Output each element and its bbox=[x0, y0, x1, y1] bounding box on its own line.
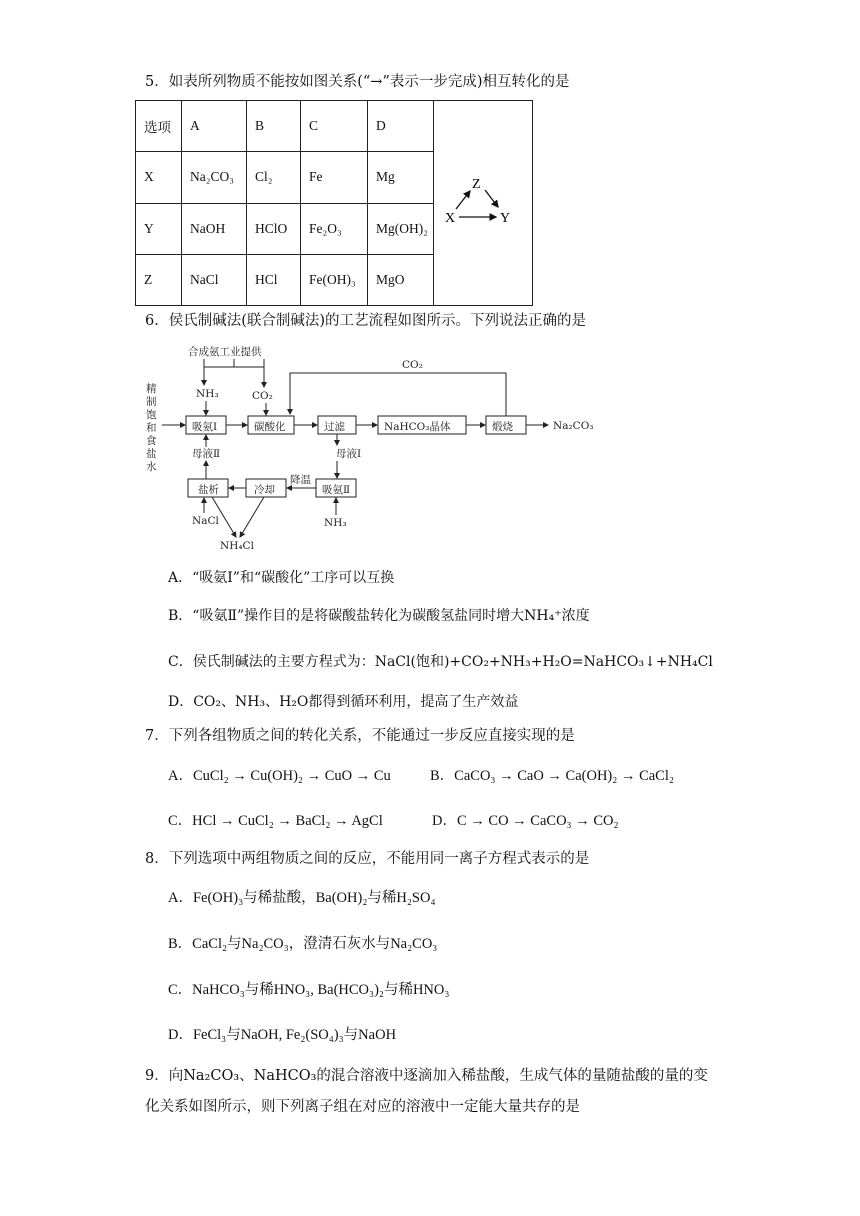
carbonate-box-label: 碳酸化 bbox=[254, 421, 286, 433]
q7-option-b: B．CaCO₃ → CaO → Ca(OH)₂ → CaCl₂ bbox=[430, 768, 674, 784]
table-cell: Cl₂ bbox=[247, 152, 301, 203]
nh4cl-label: NH₄Cl bbox=[220, 540, 254, 552]
table-cell: Mg(OH)₂ bbox=[368, 203, 434, 254]
table-cell: MgO bbox=[368, 254, 434, 305]
table-cell: Mg bbox=[368, 152, 434, 203]
q6-stem: 6．侯氏制碱法(联合制碱法)的工艺流程如图所示。下列说法正确的是 bbox=[145, 313, 587, 329]
table-cell: 选项 bbox=[136, 101, 182, 152]
table-cell: Z bbox=[136, 254, 182, 305]
mother1-label: 母液Ⅰ bbox=[336, 448, 362, 460]
q7-option-d: D．C → CO → CaCO₃ → CO₂ bbox=[432, 813, 619, 829]
brine-char: 制 bbox=[146, 396, 157, 408]
brine-char: 盐 bbox=[146, 448, 157, 460]
brine-char: 和 bbox=[146, 422, 157, 434]
q8-option-a: A．Fe(OH)₃与稀盐酸，Ba(OH)₂与稀H₂SO₄ bbox=[168, 890, 436, 906]
table-cell: A bbox=[182, 101, 247, 152]
table-cell: Fe(OH)₃ bbox=[301, 254, 368, 305]
q5-relation-diagram-cell bbox=[434, 101, 533, 306]
q6-option-c: C．侯氏制碱法的主要方程式为：NaCl(饱和)+CO₂+NH₃+H₂O=NaHCO₃↓+NH₄Cl bbox=[168, 654, 713, 670]
brine-char: 精 bbox=[146, 383, 157, 395]
q6-option-b: B．“吸氨Ⅱ”操作目的是将碳酸盐转化为碳酸氢盐同时增大NH₄⁺浓度 bbox=[168, 608, 590, 624]
q5-table bbox=[135, 100, 533, 306]
q8-stem: 8．下列选项中两组物质之间的反应，不能用同一离子方程式表示的是 bbox=[145, 851, 590, 867]
q8-option-c: C．NaHCO₃与稀HNO₃, Ba(HCO₃)₂与稀HNO₃ bbox=[168, 982, 450, 998]
q6-option-a: A．“吸氨Ⅰ”和“碳酸化”工序可以互换 bbox=[168, 570, 395, 586]
table-row bbox=[136, 101, 533, 152]
brine-char: 水 bbox=[146, 461, 157, 473]
table-cell: Y bbox=[136, 203, 182, 254]
q9-stem-line2: 化关系如图所示，则下列离子组在对应的溶液中一定能大量共存的是 bbox=[145, 1099, 580, 1115]
brine-char: 食 bbox=[146, 435, 157, 447]
z-label: Z bbox=[472, 177, 481, 192]
table-cell: Fe bbox=[301, 152, 368, 203]
q9-stem-line1: 9．向Na₂CO₃、NaHCO₃的混合溶液中逐滴加入稀盐酸，生成气体的量随盐酸的量的变 bbox=[145, 1068, 708, 1084]
table-cell: NaCl bbox=[182, 254, 247, 305]
filter-box-label: 过滤 bbox=[324, 421, 345, 433]
table-cell: NaOH bbox=[182, 203, 247, 254]
nh3-bottom-label: NH₃ bbox=[324, 517, 347, 529]
q7-option-a: A．CuCl₂ → Cu(OH)₂ → CuO → Cu bbox=[168, 768, 391, 784]
calcine-box-label: 煅烧 bbox=[492, 421, 513, 433]
industry-label: 合成氨工业提供 bbox=[188, 346, 262, 358]
crystal-box-label: NaHCO₃晶体 bbox=[384, 421, 451, 433]
q5-relation-diagram bbox=[434, 101, 532, 301]
q7-option-c: C．HCl → CuCl₂ → BaCl₂ → AgCl bbox=[168, 813, 383, 829]
table-cell: D bbox=[368, 101, 434, 152]
q6-process-flowchart bbox=[140, 343, 620, 555]
table-cell: C bbox=[301, 101, 368, 152]
mother2-label: 母液Ⅱ bbox=[192, 448, 221, 460]
q8-option-b: B．CaCl₂与Na₂CO₃，澄清石灰水与Na₂CO₃ bbox=[168, 936, 438, 952]
q7-stem: 7．下列各组物质之间的转化关系，不能通过一步反应直接实现的是 bbox=[145, 728, 575, 744]
cool-label: 降温 bbox=[290, 474, 311, 486]
arrow-x-to-z bbox=[456, 191, 470, 209]
y-label: Y bbox=[500, 211, 511, 226]
absorb2-box-label: 吸氨Ⅱ bbox=[322, 484, 351, 496]
table-cell: Fe₂O₃ bbox=[301, 203, 368, 254]
co2-top-label: CO₂ bbox=[252, 390, 273, 402]
nacl-label: NaCl bbox=[192, 515, 219, 527]
q5-stem: 5．如表所列物质不能按如图关系(“→”表示一步完成)相互转化的是 bbox=[145, 74, 570, 90]
cooling-box-label: 冷却 bbox=[254, 484, 275, 496]
absorb1-box-label: 吸氨Ⅰ bbox=[192, 421, 218, 433]
table-cell: HClO bbox=[247, 203, 301, 254]
nh3-top-label: NH₃ bbox=[196, 388, 219, 400]
co2-recycle-label: CO₂ bbox=[402, 359, 423, 371]
product-label: Na₂CO₃ bbox=[553, 420, 594, 432]
table-cell: X bbox=[136, 152, 182, 203]
q8-option-d: D．FeCl₃与NaOH, Fe₂(SO₄)₃与NaOH bbox=[168, 1027, 397, 1043]
salting-box-label: 盐析 bbox=[198, 484, 219, 496]
table-cell: HCl bbox=[247, 254, 301, 305]
brine-char: 饱 bbox=[146, 409, 157, 421]
arrow-z-to-y bbox=[485, 190, 498, 207]
x-label: X bbox=[445, 211, 456, 226]
table-cell: B bbox=[247, 101, 301, 152]
q6-option-d: D．CO₂、NH₃、H₂O都得到循环利用，提高了生产效益 bbox=[168, 694, 519, 710]
table-cell: Na₂CO₃ bbox=[182, 152, 247, 203]
